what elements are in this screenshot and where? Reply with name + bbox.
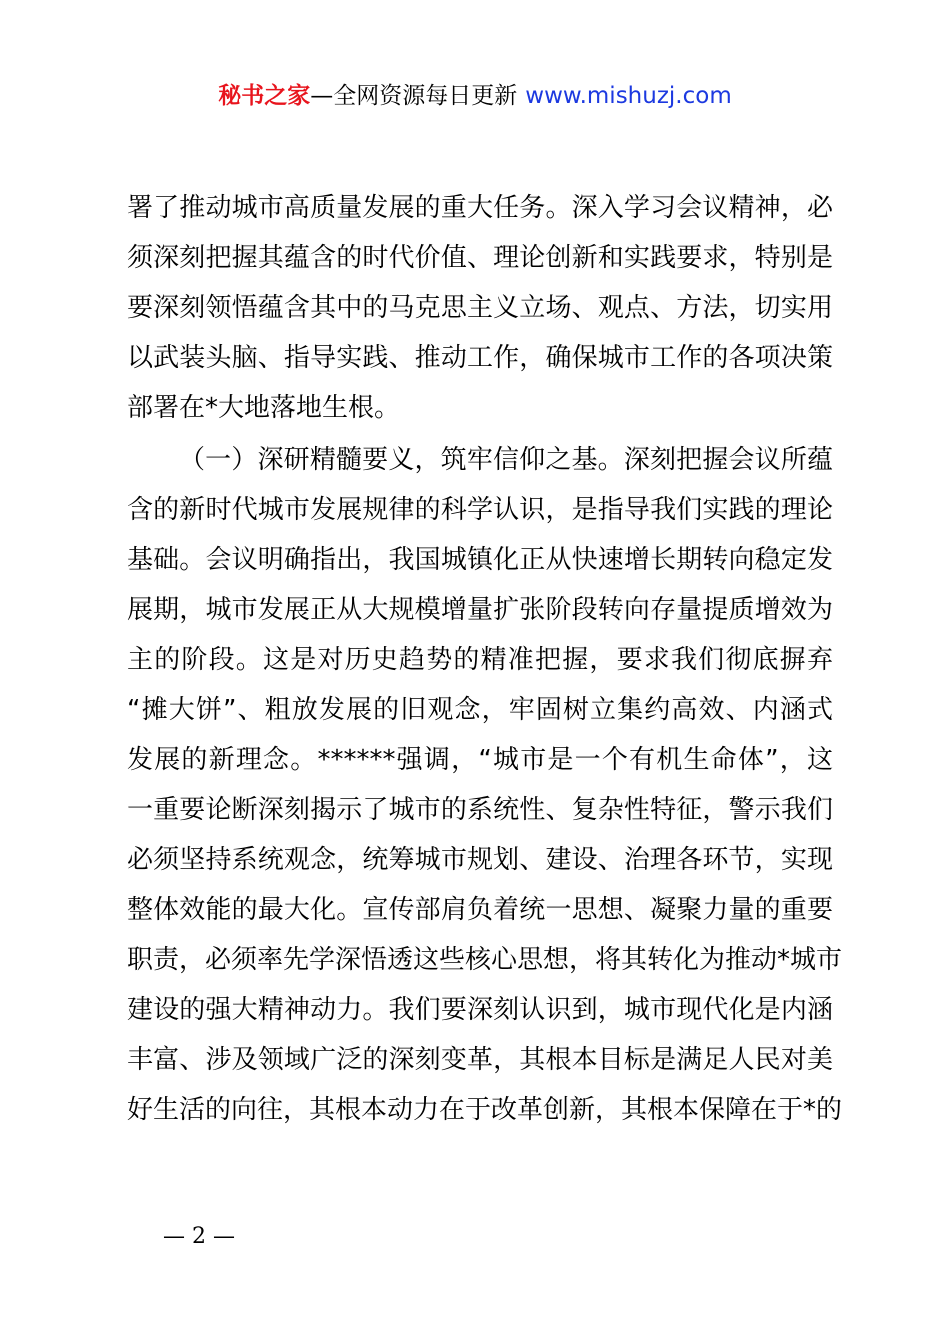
brand-name: 秘书之家 (218, 83, 311, 109)
text-line: 一重要论断深刻揭示了城市的系统性、复杂性特征，警示我们 (127, 795, 833, 825)
text-line: （一）深研精髓要义，筑牢信仰之基。深刻把握会议所蕴 (179, 445, 833, 475)
header-tagline: —全网资源每日更新 (310, 83, 518, 109)
text-line: 好生活的向往，其根本动力在于改革创新，其根本保障在于*的 (127, 1095, 843, 1125)
text-line: 展期，城市发展正从大规模增量扩张阶段转向存量提质增效为 (127, 595, 833, 625)
text-line: 署了推动城市高质量发展的重大任务。深入学习会议精神，必 (127, 193, 833, 223)
text-line: 丰富、涉及领域广泛的深刻变革，其根本目标是满足人民对美 (127, 1045, 833, 1075)
page-number: — 2 — (163, 1224, 235, 1249)
text-line: 发展的新理念。******强调，“城市是一个有机生命体”，这 (127, 745, 833, 775)
site-url-link[interactable]: www.mishuzj.com (525, 83, 732, 109)
text-line: 必须坚持系统观念，统筹城市规划、建设、治理各环节，实现 (127, 845, 833, 875)
text-line: 部署在*大地落地生根。 (127, 393, 401, 423)
paragraph-continued (127, 183, 833, 433)
paragraph-section-one (127, 435, 843, 1135)
text-line: 要深刻领悟蕴含其中的马克思主义立场、观点、方法，切实用 (127, 293, 833, 323)
text-line: 主的阶段。这是对历史趋势的精准把握，要求我们彻底摒弃 (127, 645, 833, 675)
text-line: 整体效能的最大化。宣传部肩负着统一思想、凝聚力量的重要 (127, 895, 833, 925)
text-line: 职责，必须率先学深悟透这些核心思想，将其转化为推动*城市 (127, 945, 843, 975)
text-line: 基础。会议明确指出，我国城镇化正从快速增长期转向稳定发 (127, 545, 833, 575)
text-line: 须深刻把握其蕴含的时代价值、理论创新和实践要求，特别是 (127, 243, 833, 273)
text-line: 以武装头脑、指导实践、推动工作，确保城市工作的各项决策 (127, 343, 833, 373)
text-line: 含的新时代城市发展规律的科学认识，是指导我们实践的理论 (127, 495, 833, 525)
document-body (127, 183, 843, 1135)
text-line: 建设的强大精神动力。我们要深刻认识到，城市现代化是内涵 (127, 995, 833, 1025)
page-header (0, 80, 950, 112)
text-line: “摊大饼”、粗放发展的旧观念，牢固树立集约高效、内涵式 (127, 695, 833, 725)
